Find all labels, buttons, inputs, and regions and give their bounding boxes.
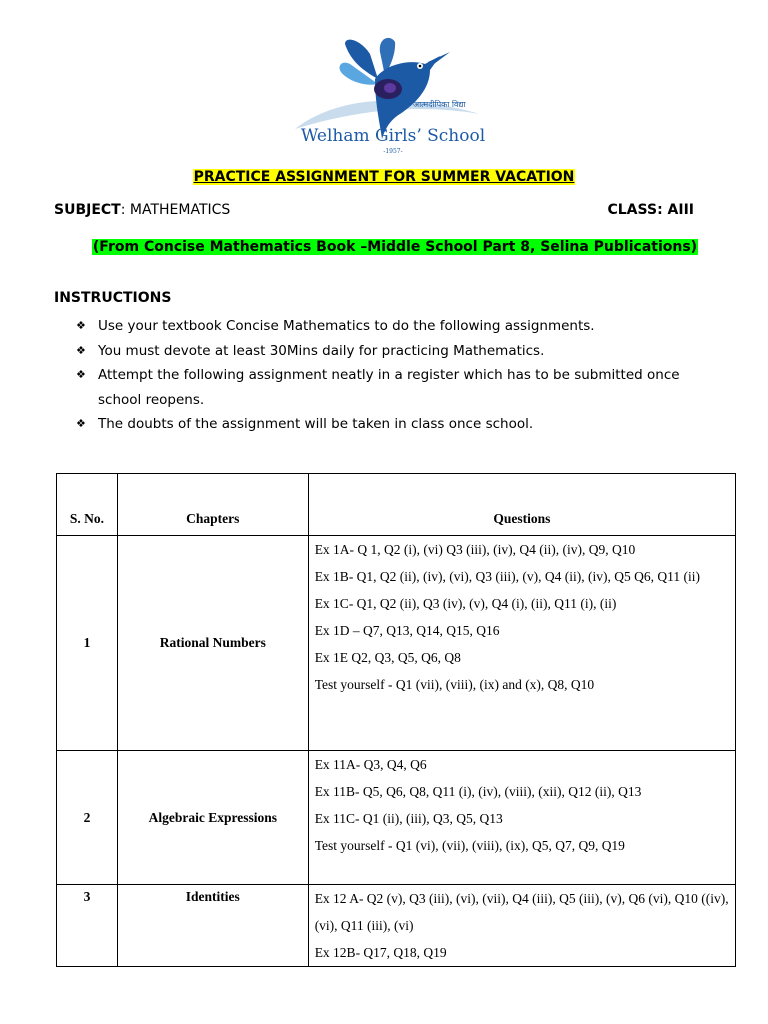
question-line: Ex 11C- Q1 (ii), (iii), Q3, Q5, Q13 <box>314 811 503 826</box>
source-note <box>0 236 768 255</box>
question-line: Ex 1A- Q 1, Q2 (i), (vi) Q3 (iii), (iv), Q4 (ii), (iv), Q9, Q10 <box>314 542 636 557</box>
row-questions <box>308 885 735 967</box>
page-title <box>0 166 768 185</box>
question-line: Ex 1D – Q7, Q13, Q14, Q15, Q16 <box>314 623 500 638</box>
school-year: -1957- <box>383 148 403 155</box>
school-motto: आत्मदीपिका विद्या <box>413 100 466 109</box>
subject-field <box>54 202 230 218</box>
instructions-heading: INSTRUCTIONS <box>54 290 172 306</box>
diamond-bullet-icon: ❖ <box>76 417 86 430</box>
row-chapter: Identities <box>117 885 308 967</box>
table-row <box>57 885 736 967</box>
source-note-text: (From Concise Mathematics Book –Middle School Part 8, Selina Publications) <box>92 239 698 255</box>
question-line: Ex 1B- Q1, Q2 (ii), (iv), (vi), Q3 (iii), (v), Q4 (ii), (iv), Q5 Q6, Q11 (ii) <box>314 569 700 584</box>
question-line: Ex 12 A- Q2 (v), Q3 (iii), (vi), (vii), Q4 (iii), Q5 (iii), (v), Q6 (vi), Q10 ((iv), (vi), Q11 (iii), (vi) <box>314 891 729 933</box>
row-sno: 3 <box>57 885 118 967</box>
header-chapters: Chapters <box>117 474 308 536</box>
row-questions <box>308 751 735 885</box>
diamond-bullet-icon: ❖ <box>76 343 86 357</box>
instruction-item: ❖ You must devote at least 30Mins daily for practicing Mathematics. <box>76 339 716 364</box>
row-questions <box>308 536 735 751</box>
question-line: Ex 12B- Q17, Q18, Q19 <box>314 945 447 960</box>
question-line: Ex 1C- Q1, Q2 (ii), Q3 (iv), (v), Q4 (i), (ii), Q11 (i), (ii) <box>314 596 617 611</box>
instructions-list <box>76 314 716 437</box>
table-header-row <box>57 474 736 536</box>
class-field <box>607 202 694 218</box>
subject-label: SUBJECT <box>54 202 121 218</box>
header-sno: S. No. <box>57 474 118 536</box>
diamond-bullet-icon: ❖ <box>76 319 86 332</box>
subject-value: : MATHEMATICS <box>120 202 231 218</box>
row-sno: 1 <box>57 536 118 751</box>
row-chapter: Rational Numbers <box>117 536 308 751</box>
assignment-table <box>56 473 736 967</box>
question-line: Ex 11A- Q3, Q4, Q6 <box>314 757 427 772</box>
instruction-item: ❖ Use your textbook Concise Mathematics to do the following assignments. <box>76 314 716 339</box>
class-label: CLASS <box>607 202 658 218</box>
school-name: Welham Girls’ School <box>300 126 486 146</box>
question-line: Ex 1E Q2, Q3, Q5, Q6, Q8 <box>314 650 461 665</box>
question-line: Test yourself - Q1 (vii), (viii), (ix) and (x), Q8, Q10 <box>314 677 595 692</box>
diamond-bullet-icon: ❖ <box>76 368 86 381</box>
header-questions: Questions <box>308 474 735 536</box>
instruction-item: ❖ The doubts of the assignment will be taken in class once school. <box>76 412 716 437</box>
instruction-item: ❖ Attempt the following assignment neatly in a register which has to be submitted once school reopens. <box>76 363 716 412</box>
class-value: : AIII <box>657 202 694 218</box>
row-chapter: Algebraic Expressions <box>117 751 308 885</box>
table-row <box>57 536 736 751</box>
page-title-text: PRACTICE ASSIGNMENT FOR SUMMER VACATION <box>193 169 575 185</box>
table-row <box>57 751 736 885</box>
question-line: Ex 11B- Q5, Q6, Q8, Q11 (i), (iv), (viii), (xii), Q12 (ii), Q13 <box>314 784 642 799</box>
row-sno: 2 <box>57 751 118 885</box>
question-line: Test yourself - Q1 (vi), (vii), (viii), (ix), Q5, Q7, Q9, Q19 <box>314 838 625 853</box>
